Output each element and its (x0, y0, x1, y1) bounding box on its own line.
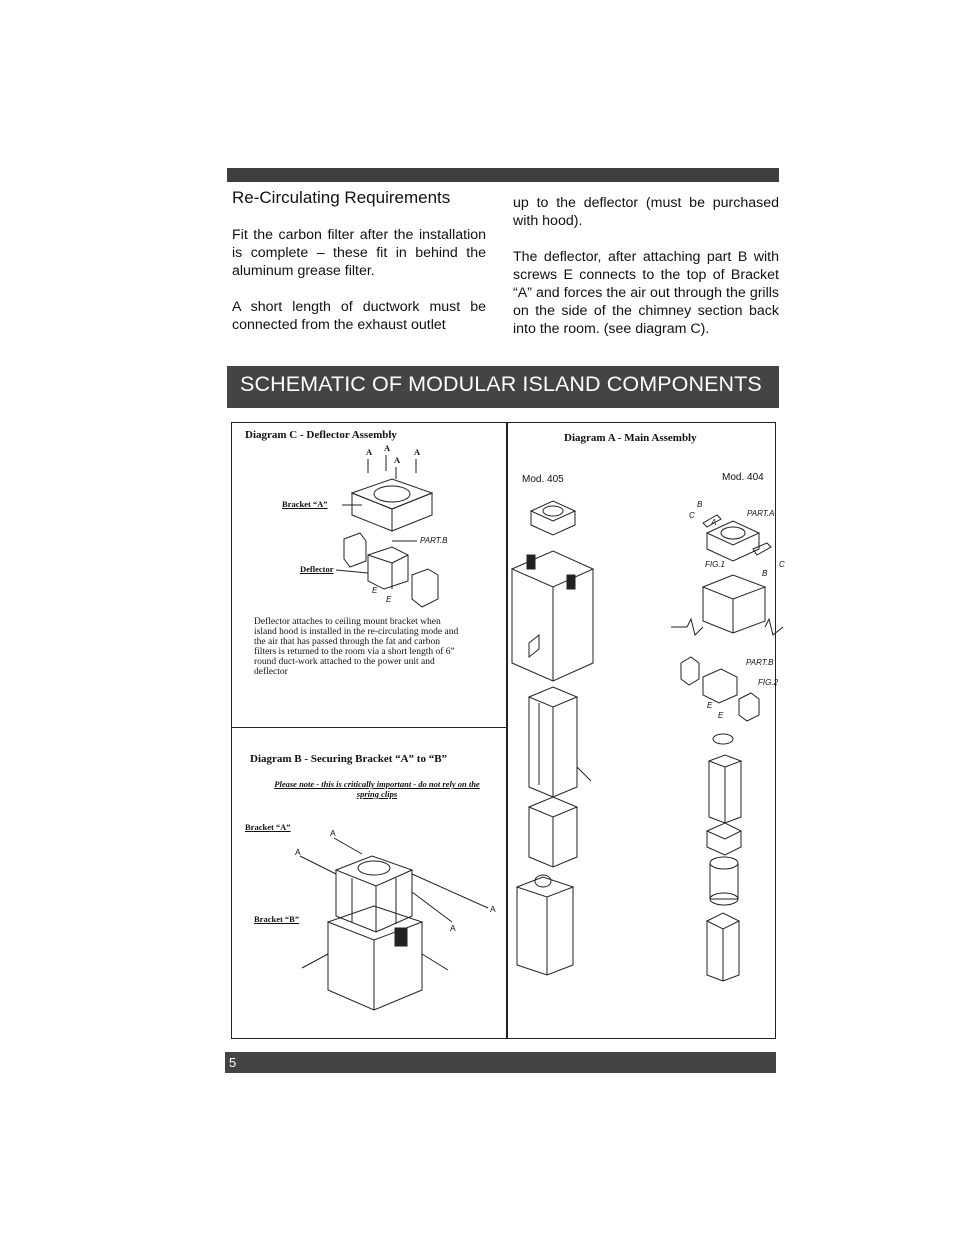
diagram-c-title: Diagram C - Deflector Assembly (245, 429, 397, 441)
part-b-label: PART.B (746, 658, 774, 667)
screw-label: A (295, 847, 301, 857)
schematic-banner: SCHEMATIC OF MODULAR ISLAND COMPONENTS (227, 366, 779, 408)
top-divider-bar (227, 168, 779, 182)
screw-label: A (490, 904, 496, 914)
warning-note: Please note - this is critically important - do not rely on the spring clips (274, 779, 480, 799)
part-label: C (779, 560, 785, 569)
fig1-label: FIG.1 (705, 560, 726, 569)
screw-e-label: E (707, 701, 713, 710)
bracket-a-label: Bracket “A” (245, 822, 291, 832)
screw-e-label: E (372, 586, 378, 595)
paragraph: up to the deflector (must be purchased with hood). (513, 195, 779, 229)
screw-label: A (384, 443, 391, 453)
bracket-drawing (232, 728, 509, 1040)
page-footer (225, 1052, 776, 1073)
screw-label: A (330, 828, 336, 838)
paragraph: A short length of ductwork must be connected from the exhaust outlet (232, 299, 486, 333)
screw-label: A (394, 455, 401, 465)
part-a-label: PART.A (747, 509, 775, 518)
bracket-b-label: Bracket “B” (254, 914, 300, 924)
model-405-label: Mod. 405 (522, 474, 564, 485)
main-assembly-drawing (507, 423, 777, 1040)
deflector-label: Deflector (300, 564, 334, 574)
screw-e-label: E (386, 595, 392, 604)
model-404-label: Mod. 404 (722, 472, 764, 483)
part-b-label: PART.B (420, 536, 448, 545)
paragraph: The deflector, after attaching part B with screws E connects to the top of Bracket “A” and forces the air out through the grills on the side of the chimney section back into the room. (see diagram C). (513, 249, 779, 337)
page-number: 5 (229, 1055, 237, 1070)
screw-e-label: E (718, 711, 724, 720)
deflector-note: Deflector attaches to ceiling mount bracket when island hood is installed in the re-circulating mode and the air that has passed through the fat and carbon filters is returned to the room via a short length of 6” round duct-work attached to the power unit and deflector (254, 617, 459, 677)
diagram-a-title: Diagram A - Main Assembly (564, 432, 697, 444)
diagram-b-title: Diagram B - Securing Bracket “A” to “B” (250, 753, 448, 765)
diagram-a-panel (506, 422, 785, 1039)
part-label: A (711, 518, 717, 527)
section-heading: Re-Circulating Requirements (232, 188, 451, 207)
diagram-b-panel (231, 727, 508, 1039)
part-label: B (697, 500, 703, 509)
screw-label: A (414, 447, 421, 457)
screw-label: A (366, 447, 373, 457)
paragraph: Fit the carbon filter after the installation is complete – these fit in behind the aluminum grease filter. (232, 227, 486, 279)
part-label: B (762, 569, 768, 578)
deflector-drawing (232, 423, 509, 729)
diagram-c-panel (231, 422, 508, 728)
bracket-a-label: Bracket “A” (282, 499, 328, 509)
part-label: C (689, 511, 695, 520)
fig2-label: FIG.2 (758, 678, 779, 687)
screw-label: A (450, 923, 456, 933)
